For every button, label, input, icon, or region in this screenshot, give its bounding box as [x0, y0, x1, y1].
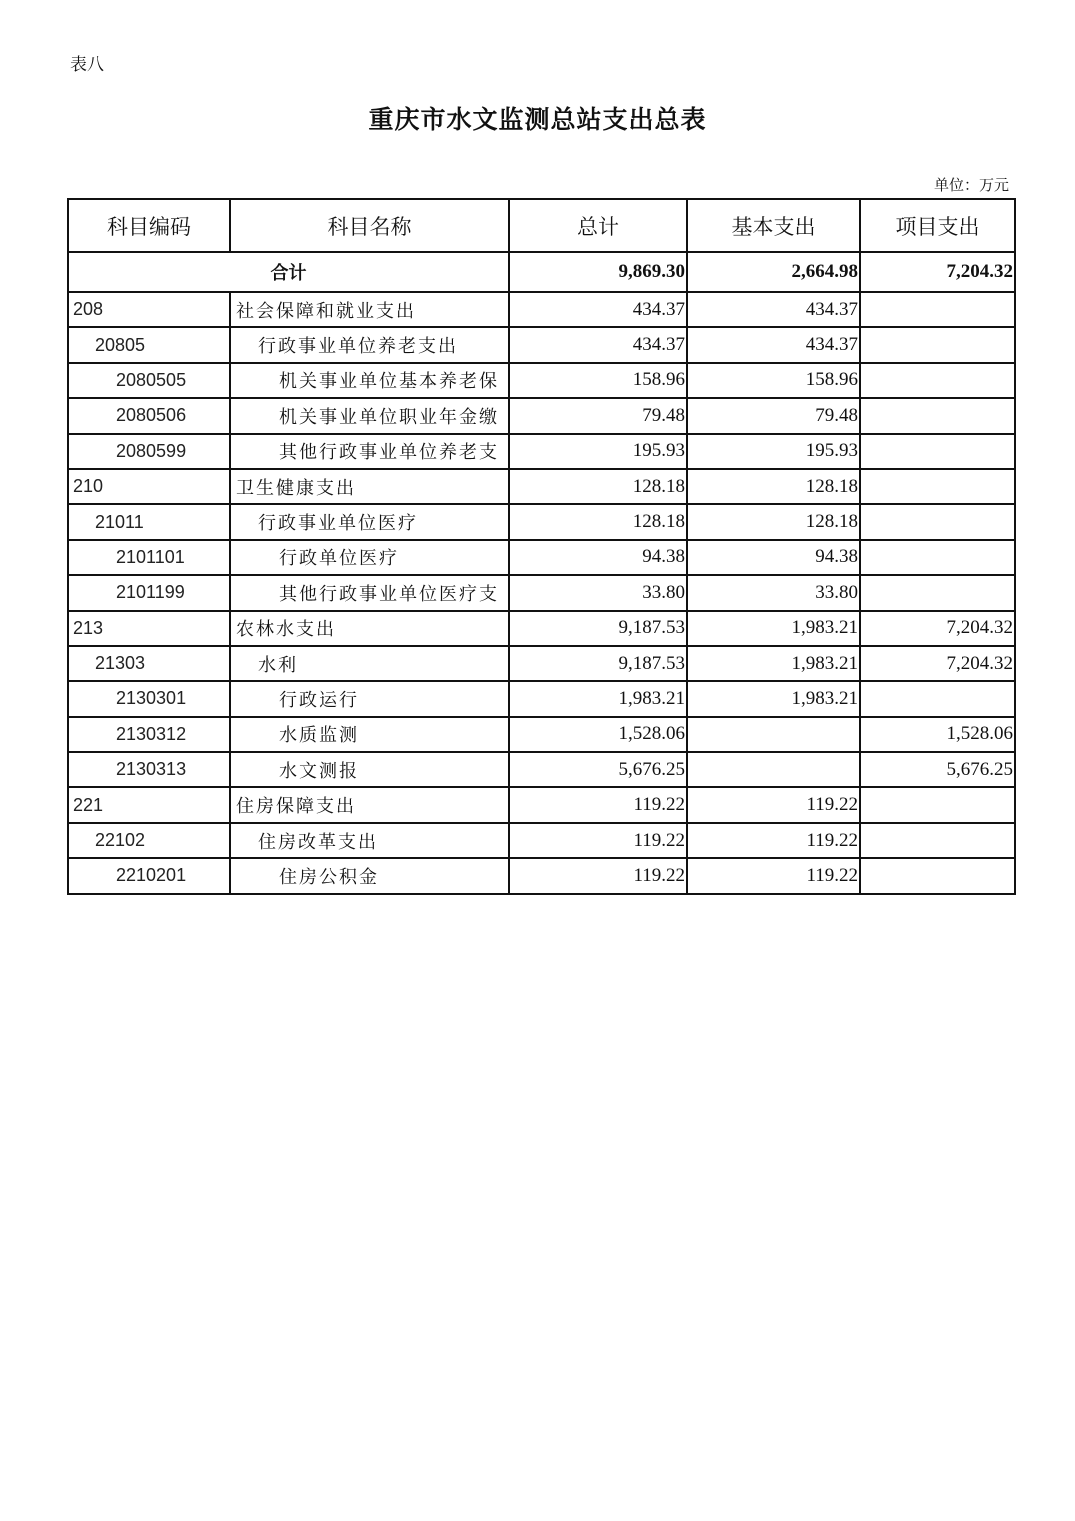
row-name: 行政单位医疗	[230, 540, 509, 575]
table-number-label: 表八	[70, 55, 104, 75]
row-code: 2130301	[68, 681, 230, 716]
row-project	[860, 292, 1015, 327]
row-project	[860, 787, 1015, 822]
page-title: 重庆市水文监测总站支出总表	[368, 105, 707, 134]
row-total: 9,187.53	[509, 611, 687, 646]
row-name: 行政事业单位养老支出	[230, 327, 509, 362]
header-row	[68, 199, 1015, 252]
row-project	[860, 858, 1015, 893]
total-project: 7,204.32	[860, 252, 1015, 292]
table-row	[68, 787, 1015, 822]
table-row	[68, 823, 1015, 858]
row-basic: 119.22	[687, 858, 860, 893]
table-row	[68, 717, 1015, 752]
row-basic	[687, 717, 860, 752]
row-code: 2130313	[68, 752, 230, 787]
row-project	[860, 681, 1015, 716]
table-row	[68, 681, 1015, 716]
row-basic: 434.37	[687, 292, 860, 327]
row-code: 2210201	[68, 858, 230, 893]
unit-label: 单位：万元	[933, 176, 1009, 194]
row-code: 2130312	[68, 717, 230, 752]
table-row	[68, 292, 1015, 327]
row-project	[860, 575, 1015, 610]
row-total: 79.48	[509, 398, 687, 433]
row-project: 1,528.06	[860, 717, 1015, 752]
row-project	[860, 504, 1015, 539]
row-project: 7,204.32	[860, 611, 1015, 646]
row-code: 2101101	[68, 540, 230, 575]
row-name: 其他行政事业单位养老支	[230, 434, 509, 469]
row-code: 2080505	[68, 363, 230, 398]
row-name: 机关事业单位职业年金缴	[230, 398, 509, 433]
row-total: 434.37	[509, 292, 687, 327]
table-row	[68, 540, 1015, 575]
total-basic: 2,664.98	[687, 252, 860, 292]
row-total: 9,187.53	[509, 646, 687, 681]
row-name: 行政运行	[230, 681, 509, 716]
table-row	[68, 469, 1015, 504]
table-row	[68, 611, 1015, 646]
row-code: 208	[68, 292, 230, 327]
row-basic: 1,983.21	[687, 681, 860, 716]
table-row	[68, 398, 1015, 433]
table-row	[68, 434, 1015, 469]
row-basic: 119.22	[687, 823, 860, 858]
table-row	[68, 363, 1015, 398]
row-total: 158.96	[509, 363, 687, 398]
header-total: 总计	[509, 199, 687, 252]
row-project: 7,204.32	[860, 646, 1015, 681]
row-total: 94.38	[509, 540, 687, 575]
row-basic: 1,983.21	[687, 646, 860, 681]
total-row	[68, 252, 1015, 292]
total-sum: 9,869.30	[509, 252, 687, 292]
header-project: 项目支出	[860, 199, 1015, 252]
row-name: 其他行政事业单位医疗支	[230, 575, 509, 610]
row-total: 119.22	[509, 823, 687, 858]
row-basic: 128.18	[687, 469, 860, 504]
row-basic: 33.80	[687, 575, 860, 610]
row-name: 住房保障支出	[230, 787, 509, 822]
row-total: 119.22	[509, 858, 687, 893]
row-project	[860, 540, 1015, 575]
row-total: 128.18	[509, 469, 687, 504]
table-row	[68, 504, 1015, 539]
row-project: 5,676.25	[860, 752, 1015, 787]
table-row	[68, 646, 1015, 681]
row-project	[860, 363, 1015, 398]
row-code: 213	[68, 611, 230, 646]
row-code: 20805	[68, 327, 230, 362]
table-row	[68, 752, 1015, 787]
row-name: 机关事业单位基本养老保	[230, 363, 509, 398]
row-code: 210	[68, 469, 230, 504]
row-basic: 434.37	[687, 327, 860, 362]
row-basic: 195.93	[687, 434, 860, 469]
row-basic: 158.96	[687, 363, 860, 398]
row-project	[860, 823, 1015, 858]
row-name: 住房改革支出	[230, 823, 509, 858]
row-project	[860, 469, 1015, 504]
expenditure-table	[67, 198, 1016, 895]
total-label: 合计	[68, 252, 509, 292]
row-code: 221	[68, 787, 230, 822]
row-code: 2080599	[68, 434, 230, 469]
row-total: 33.80	[509, 575, 687, 610]
table-row	[68, 327, 1015, 362]
row-code: 2080506	[68, 398, 230, 433]
row-name: 行政事业单位医疗	[230, 504, 509, 539]
row-total: 1,983.21	[509, 681, 687, 716]
row-basic: 79.48	[687, 398, 860, 433]
row-project	[860, 398, 1015, 433]
row-name: 住房公积金	[230, 858, 509, 893]
header-name: 科目名称	[230, 199, 509, 252]
row-project	[860, 327, 1015, 362]
row-basic: 94.38	[687, 540, 860, 575]
row-basic: 119.22	[687, 787, 860, 822]
row-name: 社会保障和就业支出	[230, 292, 509, 327]
row-total: 128.18	[509, 504, 687, 539]
row-basic: 1,983.21	[687, 611, 860, 646]
table-row	[68, 858, 1015, 893]
row-basic	[687, 752, 860, 787]
row-total: 434.37	[509, 327, 687, 362]
row-code: 2101199	[68, 575, 230, 610]
row-name: 水利	[230, 646, 509, 681]
row-project	[860, 434, 1015, 469]
row-basic: 128.18	[687, 504, 860, 539]
header-basic: 基本支出	[687, 199, 860, 252]
header-code: 科目编码	[68, 199, 230, 252]
row-code: 21303	[68, 646, 230, 681]
row-total: 119.22	[509, 787, 687, 822]
table-row	[68, 575, 1015, 610]
row-code: 21011	[68, 504, 230, 539]
row-total: 5,676.25	[509, 752, 687, 787]
row-total: 195.93	[509, 434, 687, 469]
row-name: 农林水支出	[230, 611, 509, 646]
row-name: 水质监测	[230, 717, 509, 752]
row-name: 水文测报	[230, 752, 509, 787]
row-name: 卫生健康支出	[230, 469, 509, 504]
row-code: 22102	[68, 823, 230, 858]
row-total: 1,528.06	[509, 717, 687, 752]
